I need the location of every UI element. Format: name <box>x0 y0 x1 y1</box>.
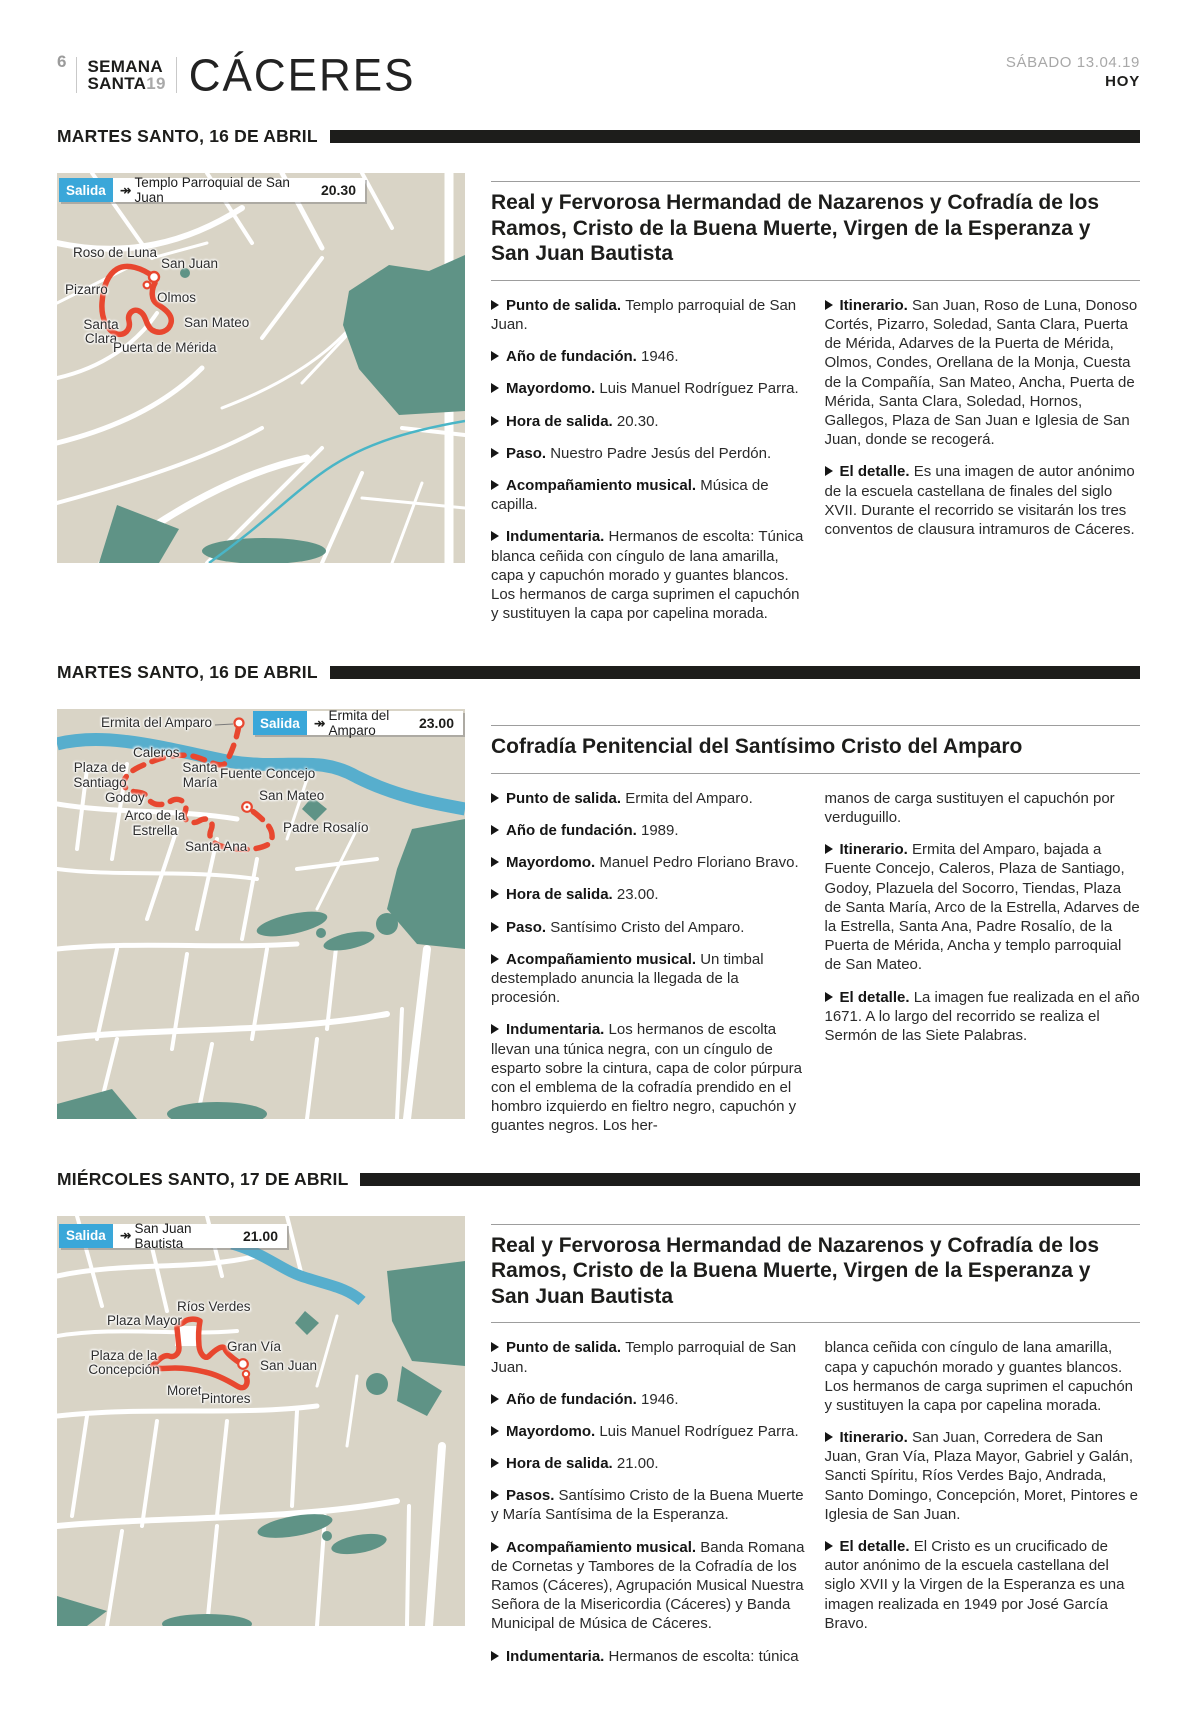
street-label: San Juan <box>260 1357 318 1373</box>
street-label: Puerta de Mérida <box>113 340 217 355</box>
article-3 <box>491 1216 1140 1679</box>
semana-santa-logo <box>76 57 176 94</box>
article-item: Paso. Santísimo Cristo del Amparo. <box>491 918 807 937</box>
bullet-triangle-icon <box>491 351 499 361</box>
bullet-triangle-icon <box>825 1432 833 1442</box>
brand <box>57 50 416 100</box>
logo-line2: SANTA19 <box>87 74 166 93</box>
salida-time: 23.00 <box>418 715 454 732</box>
article-item: Mayordomo. Luis Manuel Rodríguez Parra. <box>491 379 807 398</box>
bullet-triangle-icon <box>491 825 499 835</box>
article-item: Acompañamiento musical. Música de capilla. <box>491 476 769 514</box>
bullet-triangle-icon <box>491 300 499 310</box>
bullet-triangle-icon <box>491 1394 499 1404</box>
article-item: Año de fundación. 1946. <box>491 347 807 366</box>
rule-line <box>491 725 1140 726</box>
street-label: Pintores <box>201 1390 251 1406</box>
bullet-triangle-icon <box>491 383 499 393</box>
street-label: Santa María <box>182 760 218 790</box>
today-label: HOY <box>1105 73 1140 90</box>
article-item: Pasos. Santísimo Cristo de la Buena Muerte y María Santísima de la Esperanza. <box>491 1487 804 1524</box>
article-column-1 <box>491 296 807 636</box>
article-column-2 <box>825 296 1141 636</box>
street-label: Plaza de Santiago <box>73 760 127 790</box>
bullet-triangle-icon <box>491 857 499 867</box>
article-item: Itinerario. San Juan, Corredera de San Juan, Gran Vía, Plaza Mayor, Gabriel y Galán, Sancti Spíritu, Ríos Verdes Bajo, Andrada, Santo Domingo, Concepción, Moret, Pintores e Iglesia de San Juan. <box>824 1429 1138 1523</box>
bullet-triangle-icon <box>491 416 499 426</box>
street-label: San Mateo <box>259 788 325 804</box>
article-item: Punto de salida. Ermita del Amparo. <box>491 789 807 808</box>
article-item: El detalle. El Cristo es un crucificado de autor anónimo de la escuela castellana del siglo XVII y la Virgen de la Esperanza es una imagen realizada en 1949 por José García Bravo. <box>824 1538 1125 1632</box>
article-item: Mayordomo. Luis Manuel Rodríguez Parra. <box>491 1422 807 1441</box>
street-label: Plaza Mayor <box>107 1312 183 1328</box>
route-map-2 <box>57 709 465 1119</box>
bullet-triangle-icon <box>491 1458 499 1468</box>
article-item: Mayordomo. Manuel Pedro Floriano Bravo. <box>491 853 807 872</box>
bullet-triangle-icon <box>491 531 499 541</box>
bullet-triangle-icon <box>825 466 833 476</box>
bullet-triangle-icon <box>491 1342 499 1352</box>
street-label: Fuente Concejo <box>220 766 316 782</box>
bullet-triangle-icon <box>491 1651 499 1661</box>
salida-destination: Templo Parroquial de San Juan <box>134 175 290 205</box>
route-start-marker <box>235 719 244 728</box>
rule-line <box>491 280 1140 281</box>
edition-date: SÁBADO 13.04.19 <box>1005 54 1140 71</box>
page-number: 6 <box>57 52 67 71</box>
article-column-1 <box>491 789 807 1149</box>
rule-line <box>491 1322 1140 1323</box>
logo-line1: SEMANA <box>87 56 163 76</box>
bullet-triangle-icon <box>491 1024 499 1034</box>
article-item: Punto de salida. Templo parroquial de San Juan. <box>491 1339 797 1376</box>
bullet-triangle-icon <box>491 1542 499 1552</box>
bullet-triangle-icon <box>491 480 499 490</box>
salida-badge: Salida <box>59 178 113 202</box>
article-item: Itinerario. San Juan, Roso de Luna, Donoso Cortés, Pizarro, Soledad, Santa Clara, Puerta de Mérida, Adarves de la Puerta de Mérida, Olmos, Condes, Orellana de la Monja, Cuesta de la Compañía, San Mateo, Ancha, Puerta de Mérida, Santa Clara, Soledad, Hornos, Gallegos, Plaza de San Juan e Iglesia de San Juan, donde se recogerá. <box>824 296 1138 449</box>
article-item: Año de fundación. 1989. <box>491 821 807 840</box>
article-item: Indumentaria. Los hermanos de escolta llevan una túnica negra, con un cíngulo de esparto sobre la cintura, capa de color púrpura con el emblema de la cofradía prendido en el hombro izquierdo en fieltro negro, capuchón y guantes negros. Los her- <box>491 1021 803 1135</box>
right-arrow-icon: ↠ <box>119 181 132 198</box>
article-item: Acompañamiento musical. Un timbal destemplado anuncia la llegada de la procesión. <box>491 950 764 1007</box>
article-item: Punto de salida. Templo parroquial de San Juan. <box>491 296 797 334</box>
logo-year: 19 <box>146 74 166 93</box>
bullet-triangle-icon <box>491 1490 499 1500</box>
street-label: Pizarro <box>65 282 108 297</box>
section-2-content <box>57 709 1140 1148</box>
bullet-triangle-icon <box>491 1426 499 1436</box>
city-title: CÁCERES <box>188 50 416 101</box>
street-label: Moret <box>167 1382 202 1398</box>
bullet-triangle-icon <box>491 889 499 899</box>
section-1-content <box>57 173 1140 636</box>
map-canvas <box>57 173 465 563</box>
map-canvas <box>57 1216 465 1626</box>
street-label: Roso de Luna <box>73 245 158 260</box>
bullet-triangle-icon <box>825 1541 833 1551</box>
date-block <box>1006 50 1140 90</box>
route-end-marker <box>243 1370 249 1376</box>
article-item: Indumentaria. Hermanos de escolta: túnica <box>491 1647 807 1666</box>
salida-destination: San Juan Bautista <box>134 1220 192 1251</box>
section-title: MARTES SANTO, 16 DE ABRIL <box>57 662 318 683</box>
article-item: El detalle. La imagen fue realizada en el año 1671. A lo largo del recorrido se realiza el Sermón de las Siete Palabras. <box>824 988 1140 1044</box>
article-item: Hora de salida. 21.00. <box>491 1454 807 1473</box>
street-label: Santa Ana <box>185 839 248 855</box>
rule-line <box>491 773 1140 774</box>
route-end-marker <box>144 282 151 289</box>
street-label: Gran Vía <box>227 1338 282 1354</box>
salida-badge: Salida <box>59 1224 113 1248</box>
rule-line <box>491 1224 1140 1225</box>
article-column-2 <box>825 789 1141 1149</box>
route-start-marker <box>149 272 159 282</box>
bullet-triangle-icon <box>491 793 499 803</box>
route-map-3 <box>57 1216 465 1626</box>
bullet-triangle-icon <box>825 844 833 854</box>
salida-time: 21.00 <box>242 1227 278 1244</box>
salida-time: 20.30 <box>320 182 356 198</box>
bullet-triangle-icon <box>491 448 499 458</box>
section-rule-bar <box>360 1173 1140 1186</box>
article-column-1 <box>491 1338 807 1678</box>
street-label: Plaza de la Concepción <box>88 1347 160 1377</box>
street-label: San Mateo <box>184 315 250 330</box>
rule-line <box>491 181 1140 182</box>
article-item: Hora de salida. 23.00. <box>491 885 807 904</box>
route-end-dot <box>246 806 249 809</box>
street-label: San Juan <box>161 256 219 271</box>
bullet-triangle-icon <box>825 992 833 1002</box>
article-2 <box>491 709 1140 1148</box>
salida-bar <box>253 708 463 739</box>
article-item: Año de fundación. 1946. <box>491 1390 807 1409</box>
street-label: Arco de la Estrella <box>124 808 186 838</box>
article-item-continuation: blanca ceñida con cíngulo de lana amarilla, capa y capuchón morado y guantes blancos. Los hermanos de carga suprimen el capuchón y sustituyen la capa por capelina morada. <box>824 1339 1134 1414</box>
article-title: Real y Fervorosa Hermandad de Nazarenos y Cofradía de los Ramos, Cristo de la Buena Muerte, Virgen de la Esperanza y San Juan Bautista <box>491 191 1100 266</box>
salida-bar <box>59 1220 287 1251</box>
section-3-content <box>57 1216 1140 1679</box>
article-1 <box>491 173 1140 636</box>
section-title: MIÉRCOLES SANTO, 17 DE ABRIL <box>57 1168 349 1189</box>
article-item: Hora de salida. 20.30. <box>491 412 807 431</box>
section-header-2 <box>57 662 1140 683</box>
masthead <box>57 50 1140 100</box>
article-item: Acompañamiento musical. Banda Romana de Cornetas y Tambores de la Cofradía de los Ramos (Cáceres), Agrupación Musical Nuestra Señora de la Misericordia (Cáceres) y Banda Municipal de Música de Cáceres. <box>491 1538 805 1633</box>
article-title: Real y Fervorosa Hermandad de Nazarenos y Cofradía de los Ramos, Cristo de la Buena Muerte, Virgen de la Esperanza y San Juan Bautista <box>491 1233 1100 1308</box>
section-rule-bar <box>330 666 1140 679</box>
street-label: Padre Rosalío <box>283 820 369 836</box>
section-title: MARTES SANTO, 16 DE ABRIL <box>57 126 318 146</box>
right-arrow-icon: ↠ <box>313 714 326 731</box>
article-item: El detalle. Es una imagen de autor anónimo de la escuela castellana de finales del siglo XVII. Durante el recorrido se visitarán los tres conventos de clausura intramuros de Cáceres. <box>824 463 1135 538</box>
section-header-1 <box>57 126 1140 147</box>
route-start-marker <box>238 1359 248 1369</box>
salida-bar <box>59 175 365 205</box>
section-rule-bar <box>330 130 1140 143</box>
article-title: Cofradía Penitencial del Santísimo Cristo del Amparo <box>491 735 1023 759</box>
bullet-triangle-icon <box>491 954 499 964</box>
section-header-3 <box>57 1169 1140 1190</box>
article-item: Paso. Nuestro Padre Jesús del Perdón. <box>491 444 807 463</box>
article-item-continuation: manos de carga sustituyen el capuchón por verduguillo. <box>824 789 1115 827</box>
street-label: Ermita del Amparo <box>101 715 213 731</box>
bullet-triangle-icon <box>825 300 833 310</box>
article-column-2 <box>825 1338 1141 1678</box>
street-label: Caleros <box>133 745 180 761</box>
salida-badge: Salida <box>253 711 307 735</box>
article-item: Indumentaria. Hermanos de escolta: Túnica blanca ceñida con cíngulo de lana amarilla, capa y capuchón morado y guantes blancos. Los hermanos de carga suprimen el capuchón y sustituyen la capa por capelina morada. <box>491 528 804 623</box>
bullet-triangle-icon <box>491 922 499 932</box>
route-map-1 <box>57 173 465 563</box>
street-label: Olmos <box>157 290 197 305</box>
salida-destination: Ermita del Amparo <box>328 708 390 739</box>
street-label: Santa Clara <box>83 317 119 347</box>
right-arrow-icon: ↠ <box>119 1227 132 1243</box>
article-item: Itinerario. Ermita del Amparo, bajada a Fuente Concejo, Caleros, Plaza de Santiago, Godoy, Plazuela del Socorro, Tiendas, Plaza de Santa María, Arco de la Estrella, Adarves de la Estrella, Santa Ana, Padre Rosalío, de la Puerta de Mérida, Ancha y templo parroquial de San Mateo. <box>824 841 1140 974</box>
street-label: Ríos Verdes <box>177 1298 251 1314</box>
street-label: Godoy <box>105 790 145 806</box>
